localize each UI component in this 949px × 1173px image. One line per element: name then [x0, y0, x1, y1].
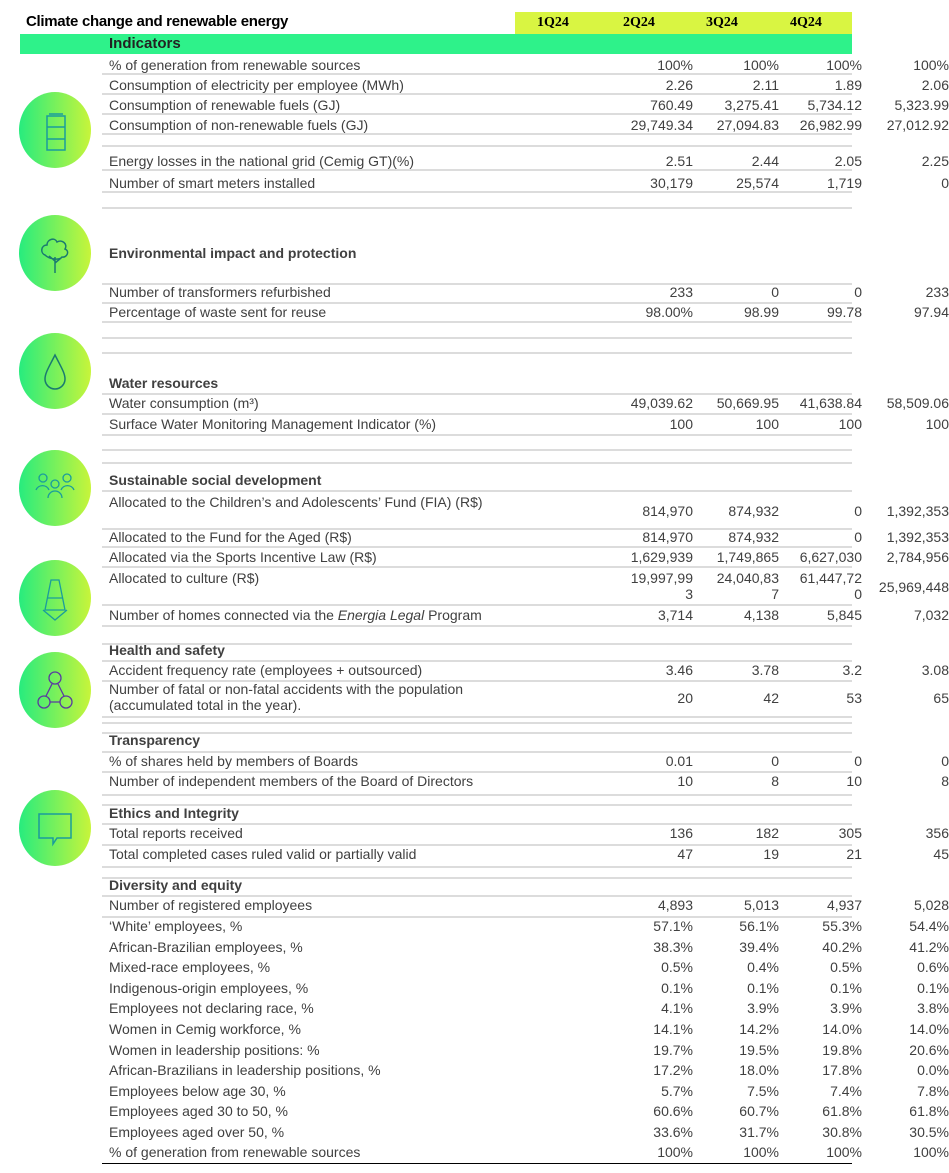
cell-3q24: 3.9%	[830, 1000, 862, 1016]
cell-1q24: 14.1%	[653, 1021, 693, 1037]
row-label	[109, 1124, 529, 1140]
cell-2q24: 7.5%	[747, 1083, 779, 1099]
cell-4q24: 25,969,448	[878, 579, 949, 595]
cell-2q24: 56.1%	[739, 918, 779, 934]
cell-1q24: 100%	[657, 57, 693, 73]
row-label	[109, 1062, 529, 1078]
row-divider	[102, 794, 852, 796]
section-heading: Ethics and Integrity	[109, 805, 239, 821]
cell-2q24: 31.7%	[739, 1124, 779, 1140]
row-label-text: African-Brazilians in leadership positions, %	[109, 1062, 381, 1078]
section-heading: Health and safety	[109, 642, 225, 658]
cell-4q24: 27,012.92	[886, 117, 949, 133]
cell-2q24: 3.78	[751, 662, 779, 678]
table-row	[102, 918, 949, 936]
fuel-barrel-icon	[19, 92, 91, 168]
cell-3q24: 55.3%	[822, 918, 862, 934]
cell-4q24: 2.25	[921, 153, 949, 169]
cell-2q24: 18.0%	[739, 1062, 779, 1078]
cell-1q24: 57.1%	[653, 918, 693, 934]
table-row	[102, 681, 949, 715]
row-label-text: Percentage of waste sent for reuse	[109, 304, 327, 320]
cell-1q24: 814,970	[642, 503, 693, 519]
section-heading: Water resources	[109, 375, 219, 391]
row-label	[109, 494, 509, 510]
row-divider	[102, 207, 852, 209]
section-heading: Diversity and equity	[109, 877, 243, 893]
row-divider	[102, 716, 852, 718]
table-row	[102, 1103, 949, 1121]
row-label-text: Surface Water Monitoring Management Indicator (%)	[109, 416, 437, 432]
row-label-text: African-Brazilian employees, %	[109, 939, 303, 955]
cell-1q24: 100%	[657, 1144, 693, 1160]
cell-2q24: 0.1%	[747, 980, 779, 996]
row-label	[109, 284, 529, 300]
cell-1q24: 30,179	[650, 175, 693, 191]
row-label-text: Employees not declaring race, %	[109, 1000, 314, 1016]
row-label	[109, 549, 529, 565]
table-row	[102, 846, 949, 864]
cell-3q24: 53	[846, 690, 862, 706]
row-label	[109, 918, 529, 934]
table-row	[102, 607, 949, 625]
cell-2q24: 4,138	[743, 607, 779, 623]
cell-1q24: 60.6%	[653, 1103, 693, 1119]
chat-bubble-icon	[19, 790, 91, 866]
cell-3q24: 0	[854, 503, 862, 519]
row-label-text: Number of fatal or non-fatal accidents with the population (accumulated total in the year).	[109, 681, 464, 713]
cell-3q24: 0.5%	[830, 959, 862, 975]
quarter-header: 3Q24	[706, 15, 738, 30]
row-divider	[102, 434, 852, 436]
table-row	[102, 284, 949, 302]
table-row	[102, 1144, 949, 1162]
tree-icon	[19, 215, 91, 291]
cell-1q24: 760.49	[650, 97, 693, 113]
table-row	[102, 570, 949, 604]
row-label	[109, 773, 529, 789]
cell-3q24: 0	[854, 753, 862, 769]
row-label-text: Allocated via the Sports Incentive Law (R$)	[109, 549, 377, 565]
cell-2q24: 24,040,83 7	[716, 570, 779, 602]
cell-2q24: 3,275.41	[724, 97, 779, 113]
row-label-text: Allocated to culture (R$)	[109, 570, 260, 586]
cell-3q24: 19.8%	[822, 1042, 862, 1058]
cell-2q24: 100%	[743, 57, 779, 73]
section-heading: Environmental impact and protection	[109, 245, 357, 261]
table-row	[102, 773, 949, 791]
cell-2q24: 25,574	[736, 175, 779, 191]
cell-2q24: 2.11	[752, 77, 779, 93]
cell-3q24: 21	[846, 846, 862, 862]
cell-2q24: 5,013	[743, 897, 779, 913]
cell-3q24: 99.78	[826, 304, 862, 320]
cell-4q24: 0.0%	[917, 1062, 949, 1078]
cell-4q24: 0	[941, 175, 949, 191]
cell-2q24: 100%	[743, 1144, 779, 1160]
row-label	[109, 980, 529, 996]
cell-3q24: 0.1%	[830, 980, 862, 996]
cell-3q24: 100%	[826, 57, 862, 73]
table-row	[102, 175, 949, 193]
row-label-text: % of generation from renewable sources	[109, 57, 361, 73]
row-label-text: Program	[424, 607, 482, 623]
row-label	[109, 681, 509, 713]
table-row	[102, 494, 949, 528]
row-divider	[102, 866, 852, 868]
cell-1q24: 233	[669, 284, 693, 300]
row-label	[109, 897, 529, 913]
row-label-text: Total reports received	[109, 825, 243, 841]
row-label	[109, 1144, 529, 1160]
table-row	[102, 304, 949, 322]
cell-1q24: 100	[669, 416, 693, 432]
row-label	[109, 607, 529, 623]
table-row	[102, 825, 949, 843]
cell-1q24: 10	[677, 773, 693, 789]
cell-3q24: 10	[846, 773, 862, 789]
row-label	[109, 570, 529, 586]
row-label-text: % of shares held by members of Boards	[109, 753, 359, 769]
row-label-text: Consumption of renewable fuels (GJ)	[109, 97, 341, 113]
cell-3q24: 1,719	[826, 175, 862, 191]
cell-1q24: 29,749.34	[630, 117, 693, 133]
cell-2q24: 874,932	[728, 529, 779, 545]
water-drop-icon	[19, 333, 91, 409]
row-label	[109, 753, 529, 769]
cell-4q24: 97.94	[913, 304, 949, 320]
cell-1q24: 38.3%	[653, 939, 693, 955]
table-row	[102, 980, 949, 998]
section-heading: Transparency	[109, 732, 201, 748]
cell-3q24: 305	[838, 825, 862, 841]
cell-3q24: 14.0%	[822, 1021, 862, 1037]
row-label	[109, 416, 529, 432]
cell-2q24: 98.99	[743, 304, 779, 320]
cell-2q24: 0	[771, 284, 779, 300]
cell-2q24: 2.44	[751, 153, 779, 169]
cell-4q24: 45	[933, 846, 949, 862]
cell-4q24: 233	[925, 284, 949, 300]
cell-4q24: 5,323.99	[894, 97, 949, 113]
cell-4q24: 61.8%	[909, 1103, 949, 1119]
row-divider	[102, 625, 852, 627]
row-label	[109, 959, 529, 975]
row-divider	[102, 490, 852, 492]
cell-1q24: 2.26	[665, 77, 693, 93]
cell-3q24: 5,845	[826, 607, 862, 623]
cell-3q24: 1.89	[834, 77, 862, 93]
cell-4q24: 58,509.06	[886, 395, 949, 411]
row-label-text: Energy losses in the national grid (Cemig GT)(%)	[109, 153, 415, 169]
cell-1q24: 17.2%	[653, 1062, 693, 1078]
quarter-header: 1Q24	[537, 15, 569, 30]
cell-4q24: 0	[941, 753, 949, 769]
traffic-cone-icon	[19, 560, 91, 636]
row-label	[109, 57, 529, 73]
cell-2q24: 42	[763, 690, 779, 706]
row-label	[109, 529, 529, 545]
cell-3q24: 26,982.99	[799, 117, 862, 133]
row-divider	[102, 449, 852, 451]
row-label	[109, 304, 529, 320]
row-label-text: Number of homes connected via the	[109, 607, 338, 623]
cell-2q24: 19.5%	[739, 1042, 779, 1058]
cell-4q24: 41.2%	[909, 939, 949, 955]
row-label-text: Number of transformers refurbished	[109, 284, 331, 300]
row-label-text: Allocated to the Fund for the Aged (R$)	[109, 529, 352, 545]
cell-3q24: 41,638.84	[799, 395, 862, 411]
cell-2q24: 60.7%	[739, 1103, 779, 1119]
indicators-label: Indicators	[109, 35, 181, 52]
cell-3q24: 0	[854, 529, 862, 545]
cell-3q24: 61,447,72 0	[799, 570, 862, 602]
cell-4q24: 1,392,353	[886, 529, 949, 545]
row-label	[109, 175, 529, 191]
cell-1q24: 0.01	[665, 753, 693, 769]
cell-3q24: 5,734.12	[807, 97, 862, 113]
cell-4q24: 5,028	[913, 897, 949, 913]
row-label	[109, 77, 529, 93]
cell-2q24: 0.4%	[747, 959, 779, 975]
row-label	[109, 117, 529, 133]
cell-3q24: 3.2	[842, 662, 862, 678]
table-row	[102, 1042, 949, 1060]
table-row	[102, 1021, 949, 1039]
cell-3q24: 100%	[826, 1144, 862, 1160]
section-heading: Sustainable social development	[109, 472, 322, 488]
cell-1q24: 814,970	[642, 529, 693, 545]
cell-1q24: 1,629,939	[630, 549, 693, 565]
cell-2q24: 14.2%	[739, 1021, 779, 1037]
table-row	[102, 395, 949, 413]
row-label-text: Number of independent members of the Board of Directors	[109, 773, 474, 789]
row-label-text: % of generation from renewable sources	[109, 1144, 361, 1160]
row-label-text: Employees below age 30, %	[109, 1083, 286, 1099]
table-row	[102, 662, 949, 680]
cell-3q24: 6,627,030	[799, 549, 862, 565]
cell-2q24: 50,669.95	[716, 395, 779, 411]
cell-2q24: 182	[755, 825, 779, 841]
row-divider	[102, 352, 852, 354]
cell-3q24: 0	[854, 284, 862, 300]
row-divider	[102, 732, 852, 734]
cell-4q24: 1,392,353	[886, 503, 949, 519]
table-row	[102, 959, 949, 977]
cell-1q24: 20	[677, 690, 693, 706]
row-label	[109, 153, 529, 169]
cell-4q24: 65	[933, 690, 949, 706]
row-label-text: Women in Cemig workforce, %	[109, 1021, 301, 1037]
cell-2q24: 27,094.83	[716, 117, 779, 133]
table-row	[102, 529, 949, 547]
cell-1q24: 3,714	[657, 607, 693, 623]
table-row	[102, 549, 949, 567]
cell-3q24: 30.8%	[822, 1124, 862, 1140]
row-label	[109, 97, 529, 113]
indicators-band	[20, 34, 852, 54]
cell-4q24: 3.08	[921, 662, 949, 678]
cell-4q24: 14.0%	[909, 1021, 949, 1037]
cell-1q24: 136	[669, 825, 693, 841]
cell-4q24: 0.1%	[917, 980, 949, 996]
cell-1q24: 49,039.62	[630, 395, 693, 411]
row-label	[109, 846, 529, 862]
cell-1q24: 5.7%	[661, 1083, 693, 1099]
cell-1q24: 4.1%	[661, 1000, 693, 1016]
cell-4q24: 356	[925, 825, 949, 841]
cell-1q24: 47	[677, 846, 693, 862]
row-label	[109, 1000, 529, 1016]
row-label-text: Number of registered employees	[109, 897, 313, 913]
cell-3q24: 40.2%	[822, 939, 862, 955]
cell-4q24: 2.06	[921, 77, 949, 93]
safety-network-icon	[19, 652, 91, 728]
row-label-text: Allocated to the Children’s and Adolescents’ Fund (FIA) (R$)	[109, 494, 483, 510]
cell-4q24: 30.5%	[909, 1124, 949, 1140]
cell-1q24: 19.7%	[653, 1042, 693, 1058]
row-label-text: Consumption of non-renewable fuels (GJ)	[109, 117, 369, 133]
row-divider	[102, 337, 852, 339]
cell-3q24: 2.05	[834, 153, 862, 169]
table-row	[102, 416, 949, 434]
table-row	[102, 1000, 949, 1018]
cell-4q24: 7,032	[913, 607, 949, 623]
cell-3q24: 17.8%	[822, 1062, 862, 1078]
table-row	[102, 77, 949, 95]
cell-2q24: 100	[755, 416, 779, 432]
row-label-text: Consumption of electricity per employee (MWh)	[109, 77, 404, 93]
cell-4q24: 0.6%	[917, 959, 949, 975]
row-divider	[102, 604, 852, 606]
row-label	[109, 662, 529, 678]
row-divider	[102, 145, 852, 147]
cell-3q24: 61.8%	[822, 1103, 862, 1119]
table-row	[102, 57, 949, 75]
row-label-text: Number of smart meters installed	[109, 175, 316, 191]
table-row	[102, 1062, 949, 1080]
row-label-text: Mixed-race employees, %	[109, 959, 271, 975]
row-divider	[102, 462, 852, 464]
quarter-header: 2Q24	[623, 15, 655, 30]
row-label-text: ‘White’ employees, %	[109, 918, 243, 934]
cell-4q24: 7.8%	[917, 1083, 949, 1099]
table-row	[102, 1124, 949, 1142]
table-bottom-border	[102, 1163, 852, 1164]
cell-3q24: 4,937	[826, 897, 862, 913]
row-label	[109, 825, 529, 841]
cell-2q24: 874,932	[728, 503, 779, 519]
table-row	[102, 753, 949, 771]
cell-1q24: 0.5%	[661, 959, 693, 975]
row-label-text: Employees aged over 50, %	[109, 1124, 285, 1140]
cell-1q24: 33.6%	[653, 1124, 693, 1140]
cell-1q24: 4,893	[657, 897, 693, 913]
cell-1q24: 19,997,99 3	[630, 570, 693, 602]
cell-4q24: 20.6%	[909, 1042, 949, 1058]
row-label-text: Accident frequency rate (employees + outsourced)	[109, 662, 423, 678]
people-group-icon	[19, 450, 91, 526]
table-row	[102, 1083, 949, 1101]
row-label	[109, 1021, 529, 1037]
cell-1q24: 2.51	[665, 153, 693, 169]
row-label	[109, 1042, 529, 1058]
cell-4q24: 8	[941, 773, 949, 789]
cell-2q24: 8	[771, 773, 779, 789]
cell-4q24: 100	[925, 416, 949, 432]
cell-2q24: 0	[771, 753, 779, 769]
cell-1q24: 3.46	[665, 662, 693, 678]
quarter-header: 4Q24	[790, 15, 822, 30]
row-divider	[102, 413, 852, 415]
row-label-text: Women in leadership positions: %	[109, 1042, 320, 1058]
row-label-italic: Energia Legal	[337, 607, 425, 623]
row-label	[109, 1103, 529, 1119]
table-row	[102, 897, 949, 915]
cell-4q24: 54.4%	[909, 918, 949, 934]
row-label-text: Indigenous-origin employees, %	[109, 980, 309, 996]
cell-2q24: 19	[763, 846, 779, 862]
table-row	[102, 153, 949, 171]
row-label	[109, 939, 529, 955]
cell-4q24: 100%	[913, 1144, 949, 1160]
table-row	[102, 97, 949, 115]
row-label-text: Water consumption (m³)	[109, 395, 259, 411]
table-title: Climate change and renewable energy	[26, 13, 289, 30]
row-label	[109, 395, 529, 411]
cell-3q24: 7.4%	[830, 1083, 862, 1099]
cell-2q24: 3.9%	[747, 1000, 779, 1016]
table-row	[102, 117, 949, 135]
cell-4q24: 3.8%	[917, 1000, 949, 1016]
cell-2q24: 1,749,865	[716, 549, 779, 565]
cell-4q24: 100%	[913, 57, 949, 73]
row-label	[109, 1083, 529, 1099]
cell-4q24: 2,784,956	[886, 549, 949, 565]
row-label-text: Employees aged 30 to 50, %	[109, 1103, 289, 1119]
row-divider	[102, 722, 852, 724]
cell-2q24: 39.4%	[739, 939, 779, 955]
table-row	[102, 939, 949, 957]
cell-3q24: 100	[838, 416, 862, 432]
cell-1q24: 0.1%	[661, 980, 693, 996]
row-label-text: Total completed cases ruled valid or partially valid	[109, 846, 417, 862]
cell-1q24: 98.00%	[645, 304, 693, 320]
